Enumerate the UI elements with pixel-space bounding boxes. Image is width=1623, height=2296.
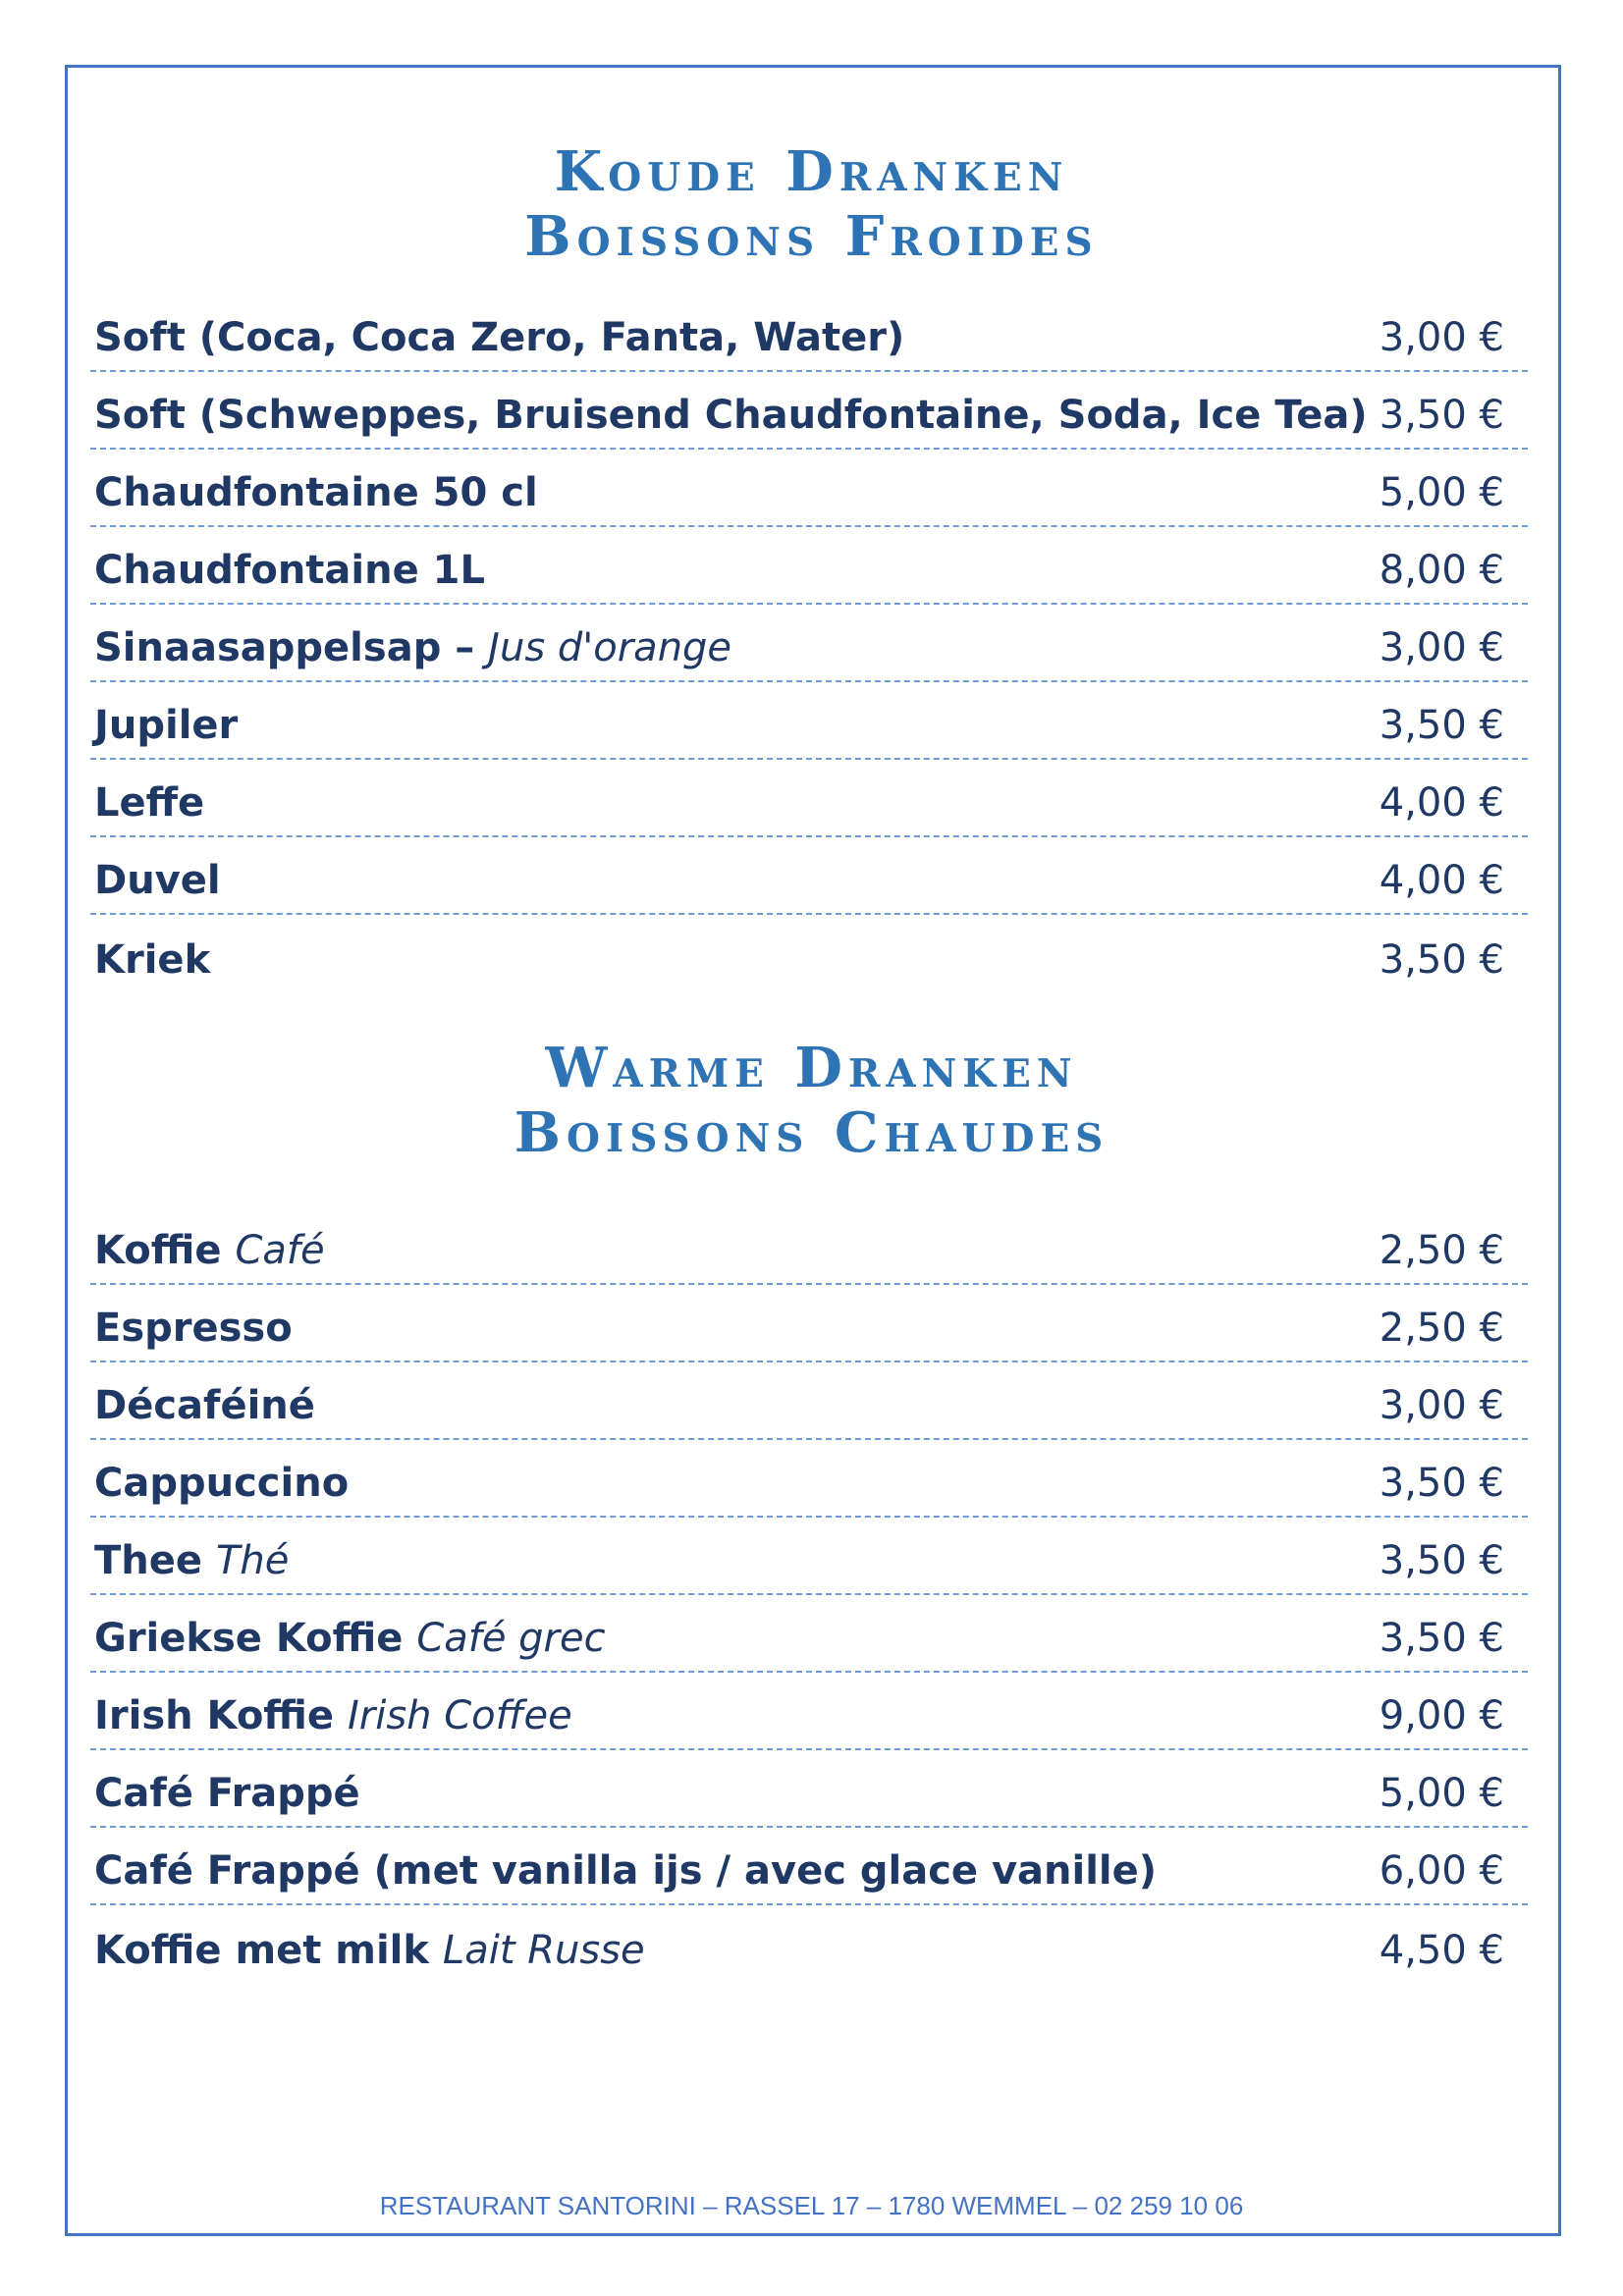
item-name-text: Chaudfontaine 1L (94, 548, 485, 593)
item-name-text: Leffe (94, 780, 205, 826)
item-name-text: Griekse Koffie (94, 1616, 417, 1661)
item-name (94, 548, 485, 593)
item-translation: Jus d'orange (488, 625, 732, 670)
item-name-text: Chaudfontaine 50 cl (94, 470, 538, 515)
item-price: 4,00 € (1379, 858, 1504, 903)
item-name-text: Café Frappé (94, 1771, 360, 1816)
item-name (94, 1306, 293, 1351)
item-name (94, 780, 204, 826)
item-name-text: Koffie met milk (94, 1928, 443, 1973)
item-price: 3,50 € (1379, 1461, 1504, 1506)
item-price: 3,00 € (1379, 315, 1504, 360)
item-name (94, 1461, 349, 1506)
item-name (94, 1228, 325, 1273)
item-name (94, 1848, 1157, 1894)
item-name (94, 1538, 289, 1583)
item-price: 3,00 € (1379, 625, 1504, 670)
item-translation: Café (235, 1228, 325, 1273)
item-price: 4,00 € (1379, 780, 1504, 826)
menu-item (90, 915, 1528, 992)
menu-item (90, 682, 1528, 760)
menu-item (90, 1673, 1528, 1750)
menu-item (90, 1285, 1528, 1362)
item-name-text: Sinaasappelsap – (94, 625, 489, 670)
warm-drinks-heading (0, 1036, 1623, 1165)
item-name (94, 1616, 606, 1661)
menu-item (90, 527, 1528, 605)
item-translation: Café grec (416, 1616, 606, 1661)
menu-item (90, 1207, 1528, 1285)
cold-drinks-heading (0, 139, 1623, 269)
item-name-text: Kriek (94, 937, 211, 983)
item-name-text: Café Frappé (met vanilla ijs / avec glace vanille) (94, 1848, 1158, 1894)
menu-item (90, 1750, 1528, 1828)
item-translation: Irish Coffee (347, 1693, 572, 1738)
menu-item (90, 372, 1528, 450)
item-name-text: Irish Koffie (94, 1693, 348, 1738)
item-price: 4,50 € (1379, 1928, 1504, 1973)
menu-item (90, 1595, 1528, 1673)
item-name (94, 470, 538, 515)
item-name-text: Thee (94, 1538, 216, 1583)
menu-item (90, 760, 1528, 837)
item-name (94, 1383, 315, 1428)
item-price: 9,00 € (1379, 1693, 1504, 1738)
warm-drinks-list (90, 1207, 1528, 1983)
item-name-text: Cappuccino (94, 1461, 350, 1506)
item-price: 2,50 € (1379, 1228, 1504, 1273)
item-price: 3,50 € (1379, 1538, 1504, 1583)
item-name (94, 625, 731, 670)
warm-drinks-title-nl: Warme Dranken (545, 1036, 1078, 1100)
menu-item (90, 837, 1528, 915)
item-name-text: Jupiler (94, 703, 239, 748)
item-name (94, 703, 238, 748)
item-name (94, 1771, 360, 1816)
menu-item (90, 1518, 1528, 1595)
item-price: 3,50 € (1379, 937, 1504, 983)
item-name-text: Koffie (94, 1228, 236, 1273)
item-name-text: Espresso (94, 1306, 293, 1351)
warm-drinks-title-fr: Boissons Chaudes (514, 1100, 1109, 1165)
item-price: 8,00 € (1379, 548, 1504, 593)
item-price: 3,00 € (1379, 1383, 1504, 1428)
menu-item (90, 605, 1528, 682)
menu-item (90, 1905, 1528, 1983)
item-price: 3,50 € (1379, 393, 1504, 438)
cold-drinks-title-nl: Koude Dranken (554, 139, 1069, 204)
menu-item (90, 450, 1528, 527)
restaurant-address-footer: RESTAURANT SANTORINI – RASSEL 17 – 1780 WEMMEL – 02 259 10 06 (379, 2191, 1244, 2220)
menu-item (90, 1362, 1528, 1440)
item-name-text: Duvel (94, 858, 221, 903)
menu-item (90, 1828, 1528, 1905)
item-name-text: Soft (Coca, Coca Zero, Fanta, Water) (94, 315, 905, 360)
item-name (94, 315, 904, 360)
menu-item (90, 1440, 1528, 1518)
item-name-text: Décaféiné (94, 1383, 315, 1428)
cold-drinks-list (90, 294, 1528, 992)
item-name (94, 937, 210, 983)
item-price: 6,00 € (1379, 1848, 1504, 1894)
item-price: 2,50 € (1379, 1306, 1504, 1351)
item-translation: Lait Russe (442, 1928, 645, 1973)
item-price: 3,50 € (1379, 1616, 1504, 1661)
cold-drinks-title-fr: Boissons Froides (524, 204, 1099, 269)
item-price: 5,00 € (1379, 1771, 1504, 1816)
item-name-text: Soft (Schweppes, Bruisend Chaudfontaine, Soda, Ice Tea) (94, 393, 1368, 438)
item-price: 5,00 € (1379, 470, 1504, 515)
item-name (94, 1693, 572, 1738)
item-price: 3,50 € (1379, 703, 1504, 748)
item-name (94, 858, 221, 903)
item-translation: Thé (215, 1538, 290, 1583)
item-name (94, 393, 1368, 438)
menu-item (90, 294, 1528, 372)
item-name (94, 1928, 645, 1973)
